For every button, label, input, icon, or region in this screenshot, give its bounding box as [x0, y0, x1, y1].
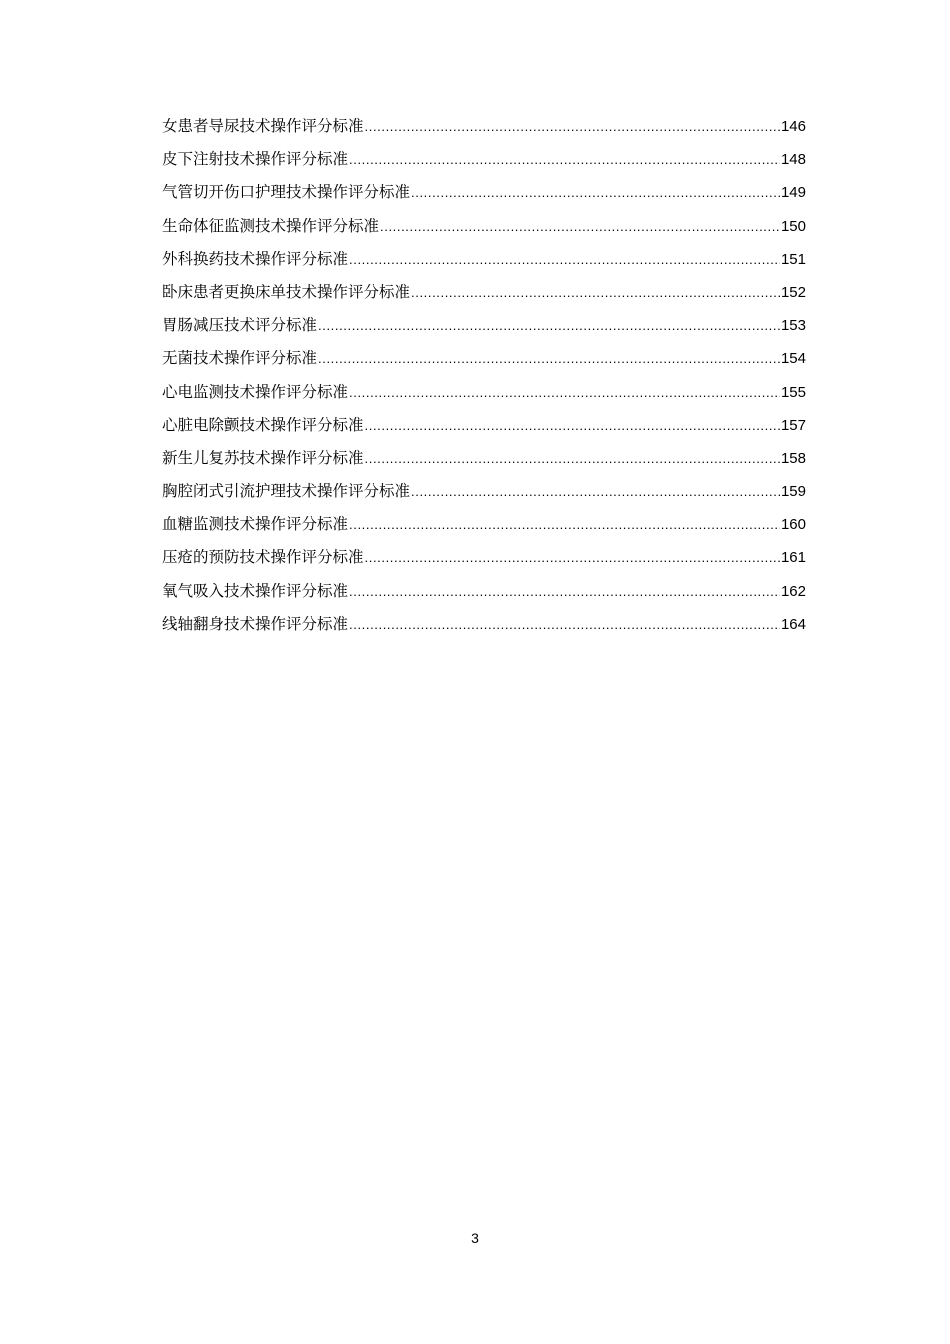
toc-entry[interactable]	[162, 445, 806, 478]
toc-entry-title: 压疮的预防技术操作评分标准	[162, 548, 364, 567]
toc-dot-leader	[411, 479, 780, 505]
toc-dot-leader	[411, 280, 780, 306]
toc-entry-page: 148	[780, 151, 806, 169]
toc-entry[interactable]	[162, 113, 806, 146]
toc-entry-page: 161	[780, 549, 806, 567]
toc-entry[interactable]	[162, 213, 806, 246]
toc-entry[interactable]	[162, 578, 806, 611]
toc-entry[interactable]	[162, 345, 806, 378]
toc-entry-page: 152	[780, 283, 806, 301]
toc-entry[interactable]	[162, 412, 806, 445]
toc-dot-leader	[349, 612, 780, 638]
toc-dot-leader	[365, 413, 780, 439]
toc-entry[interactable]	[162, 246, 806, 279]
toc-entry-title: 胃肠减压技术评分标准	[162, 316, 318, 335]
toc-entry-title: 外科换药技术操作评分标准	[162, 249, 349, 268]
toc-entry[interactable]	[162, 279, 806, 312]
toc-entry[interactable]	[162, 379, 806, 412]
toc-dot-leader	[365, 114, 780, 140]
toc-entry-page: 146	[780, 118, 806, 135]
toc-dot-leader	[349, 512, 780, 538]
toc-entry-title: 气管切开伤口护理技术操作评分标准	[162, 183, 411, 202]
toc-entry-page: 155	[780, 383, 806, 401]
toc-entry-page: 158	[780, 449, 806, 467]
toc-dot-leader	[349, 247, 780, 273]
toc-entry-title: 线轴翻身技术操作评分标准	[162, 614, 349, 633]
toc-entry-title: 卧床患者更换床单技术操作评分标准	[162, 282, 411, 301]
toc-entry-title: 心电监测技术操作评分标准	[162, 382, 349, 401]
toc-entry[interactable]	[162, 611, 806, 644]
toc-entry-title: 心脏电除颤技术操作评分标准	[162, 415, 364, 434]
toc-dot-leader	[411, 180, 780, 206]
toc-dot-leader	[349, 147, 780, 173]
toc-entry-page: 154	[780, 350, 806, 368]
toc-dot-leader	[380, 214, 780, 240]
toc-entry[interactable]	[162, 146, 806, 179]
toc-dot-leader	[318, 313, 780, 339]
toc-entry[interactable]	[162, 312, 806, 345]
toc-entry-title: 血糖监测技术操作评分标准	[162, 515, 349, 534]
toc-entry[interactable]	[162, 544, 806, 577]
toc-entry-page: 159	[780, 483, 806, 501]
toc-entry-page: 164	[780, 615, 806, 633]
toc-entry-page: 150	[780, 217, 806, 235]
table-of-contents	[162, 113, 806, 644]
toc-entry-title: 女患者导尿技术操作评分标准	[162, 117, 364, 135]
toc-entry-title: 氧气吸入技术操作评分标准	[162, 581, 349, 600]
toc-entry-page: 151	[780, 250, 806, 268]
toc-entry-title: 新生儿复苏技术操作评分标准	[162, 448, 364, 467]
toc-entry[interactable]	[162, 511, 806, 544]
toc-entry-page: 162	[780, 582, 806, 600]
toc-dot-leader	[365, 446, 780, 472]
toc-entry-page: 153	[780, 317, 806, 335]
toc-entry-title: 生命体征监测技术操作评分标准	[162, 216, 380, 235]
toc-entry-page: 160	[780, 516, 806, 534]
page-number: 3	[471, 1230, 479, 1246]
toc-dot-leader	[349, 380, 780, 406]
toc-entry-page: 157	[780, 416, 806, 434]
toc-dot-leader	[318, 346, 780, 372]
toc-entry[interactable]	[162, 478, 806, 511]
toc-entry-title: 皮下注射技术操作评分标准	[162, 150, 349, 169]
toc-dot-leader	[365, 545, 780, 571]
toc-entry[interactable]	[162, 179, 806, 212]
toc-entry-title: 胸腔闭式引流护理技术操作评分标准	[162, 482, 411, 501]
toc-entry-title: 无菌技术操作评分标准	[162, 349, 318, 368]
toc-entry-page: 149	[780, 184, 806, 202]
toc-dot-leader	[349, 579, 780, 605]
